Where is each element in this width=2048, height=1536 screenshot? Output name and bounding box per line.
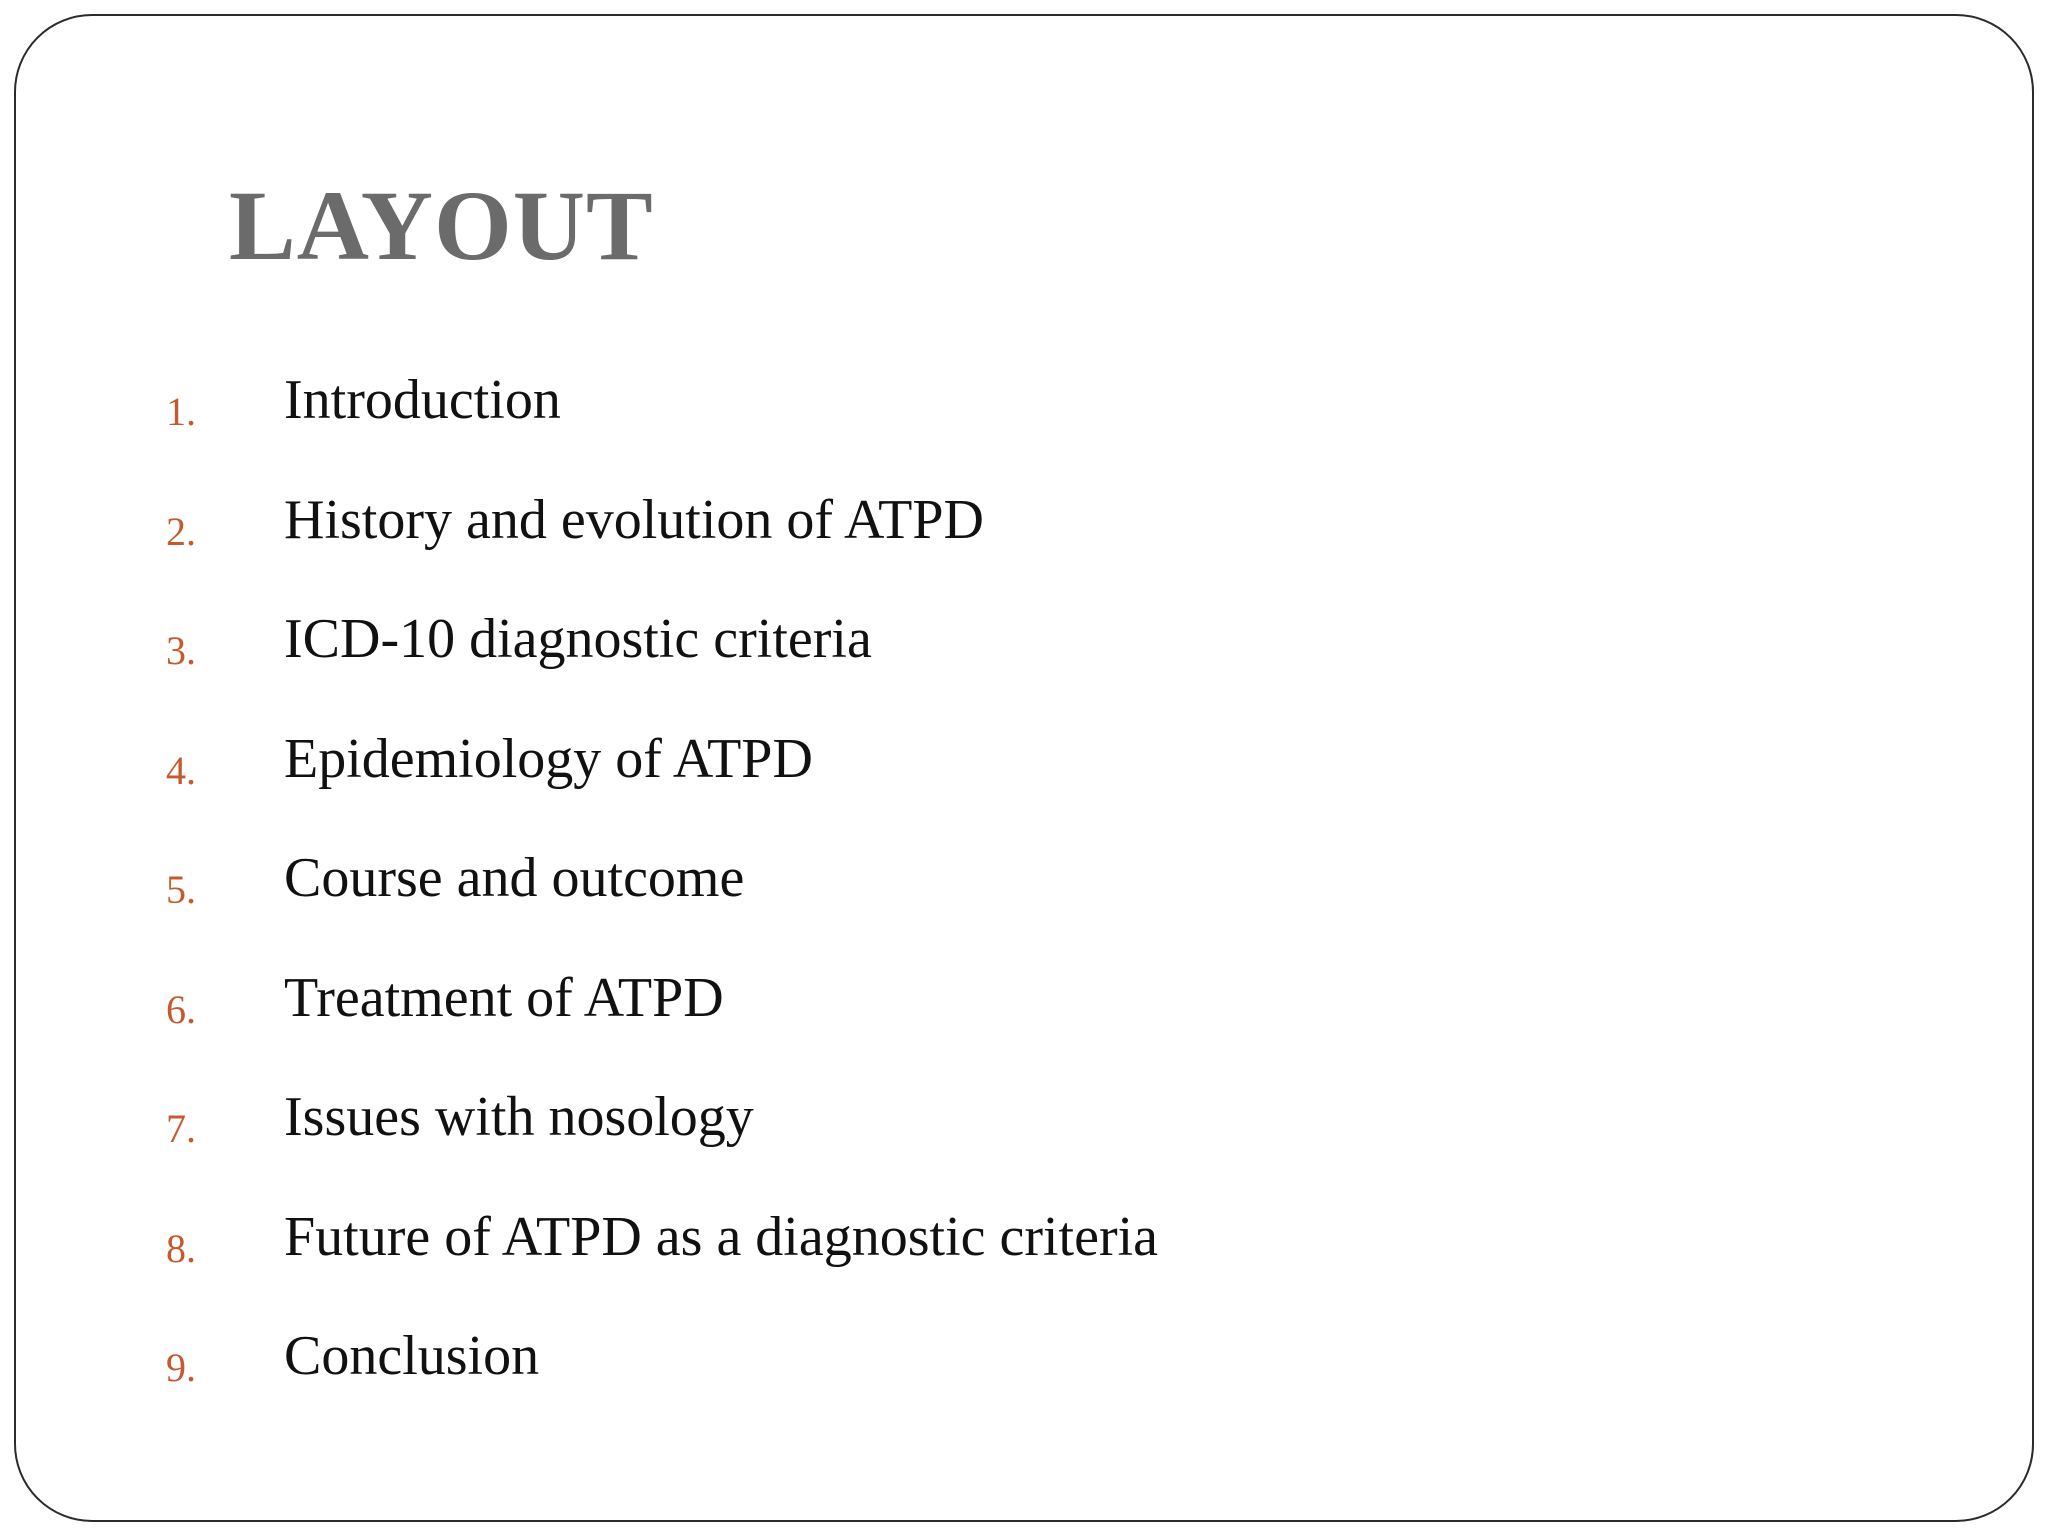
agenda-item-number: 1. [166, 389, 196, 434]
agenda-item [16, 364, 1416, 436]
agenda-item [16, 603, 1416, 675]
agenda-item-number: 2. [166, 509, 196, 554]
agenda-item-number: 5. [166, 867, 196, 912]
slide-title: LAYOUT [229, 170, 654, 281]
agenda-item [16, 1201, 1416, 1273]
agenda-item [16, 484, 1416, 556]
agenda-item-number: 7. [166, 1106, 196, 1151]
agenda-item-number: 9. [166, 1345, 196, 1390]
agenda-item [16, 1081, 1416, 1153]
agenda-list [16, 16, 2032, 1520]
agenda-item-number: 3. [166, 628, 196, 673]
agenda-item-label: ICD-10 diagnostic criteria [284, 608, 872, 670]
agenda-item-label: History and evolution of ATPD [284, 489, 984, 551]
slide-frame [14, 14, 2034, 1522]
agenda-item [16, 962, 1416, 1034]
agenda-item-number: 6. [166, 987, 196, 1032]
agenda-item-label: Conclusion [284, 1325, 540, 1387]
agenda-item-label: Course and outcome [284, 847, 745, 909]
agenda-item-label: Treatment of ATPD [284, 967, 724, 1029]
agenda-item [16, 723, 1416, 795]
agenda-item-number: 4. [166, 748, 196, 793]
agenda-item [16, 842, 1416, 914]
agenda-item-label: Issues with nosology [284, 1086, 754, 1148]
agenda-item-label: Epidemiology of ATPD [284, 728, 813, 790]
agenda-item [16, 1320, 1416, 1392]
agenda-item-label: Future of ATPD as a diagnostic criteria [284, 1206, 1159, 1268]
agenda-item-label: Introduction [284, 369, 561, 431]
agenda-item-number: 8. [166, 1226, 196, 1271]
